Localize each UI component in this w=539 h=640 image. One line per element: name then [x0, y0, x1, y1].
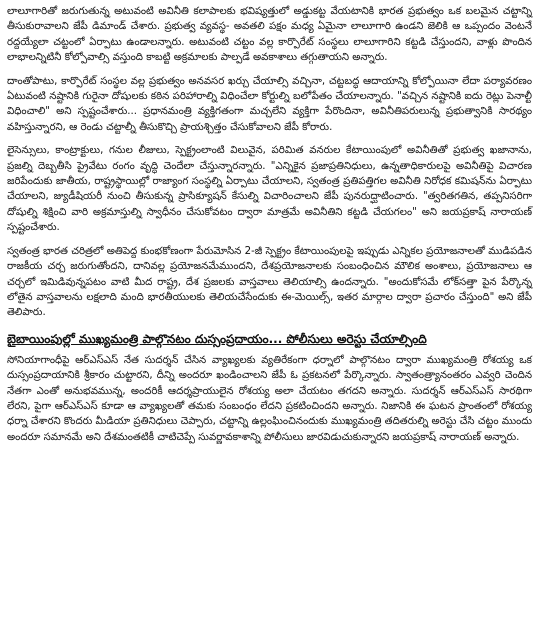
article-paragraph-4: స్వతంత్ర భారత చరిత్రలో అతిపెద్ద కుంభకోణంగా పేరుమోసిన 2-జీ స్పెక్ట్రం కేటాయింపులపై ఇప్పుడు ఎన్నికల ప్రయోజనాలతో ముడిపడిన రాజకీయ చర్చ జరుగుతోందని, దానివల్ల ప్రయోజనమేముందని, దేశప్రయోజనాలకు సంబంధించిన మౌలిక అంశాలు, ప్రయోజనాలు ఆ చర్చలో ఇమిడివున్నపటం వాటి మీద రాష్ట్ర, దేశ ప్రజలకు వాస్తవాలు తెలియాల్సి ఉందన్నారు. "అందుకోసమే లోక్‌సత్తా పైన పేర్కొన్న లోతైన వాస్తవాలను లక్షలాది మంది భారతీయులకు తెలియచేసేందుకు ఈ-మెయిల్స్, ఇతర మార్గాల ద్వారా ప్రచారం చేస్తుంది" అని జేపీ తెలిపారు. [7, 245, 532, 319]
article-paragraph-2: దాంతోపాటు, కార్పొరేట్ సంస్థల వల్ల ప్రభుత్వం అనవసర ఖర్చు చేయాల్సి వచ్చినా, చట్టబద్ధ ఆదాయాన్ని కోల్పోయినా లేదా పర్యావరణం ఏటువంటి నష్టానికి గురైనా దోషులకు కఠిన పరిహారాల్ని విధించేలా కోర్టుల్ని బలోపేతం చేయాలన్నారు. "వచ్చిన నష్టానికి ఐదు రెట్లు పెనాల్టీ విధించాలి" అని స్పష్టంచేశారు... ప్రధానమంత్రి వ్యక్తిగతంగా మచ్చలేని వ్యక్తిగా పేరొందినా, అవినీతిపరులున్న ప్రభుత్వానికి సారథ్యం వహిస్తున్నారని, ఆ రెండు చట్టాల్నీ తీసుకొచ్చి ప్రాయశ్చిత్తం చేసుకోవాలని జేపీ కోరారు. [7, 75, 532, 133]
article-paragraph-5: సోనియాగాంధీపై ఆర్ఎస్ఎస్ నేత సుదర్శన్ చేసిన వ్యాఖ్యలకు వ్యతిరేకంగా ధర్నాలో పాల్గొనటం ద్వారా ముఖ్యమంత్రి రోశయ్య ఒక దుస్సంప్రదాయానికి శ్రీకారం చుట్టారని, దీన్ని అందరూ ఖండించాలని జేపీ ఓ ప్రకటనలో పేర్కొన్నారు. స్వాతంత్ర్యానంతరం ఎవ్వరి చెందిన నేతగా ఎంతో అనుభవమున్న, అందరికీ ఆదర్శప్రాయులైన రోశయ్య అలా చేయటం తగదని అన్నారు. సుదర్శన్ ఆర్ఎస్ఎస్ సారథిగా లేరని, పైగా ఆర్ఎస్ఎస్ కూడా ఆ వ్యాఖ్యలతో తమకు సంబంధం లేదని ప్రకటించిందని అన్నారు. నిజానికి ఈ ఘటన ప్రాంతంలో రోశయ్య ధర్నా చేశారని కొందరు మీడియా ప్రతినిధులు చెప్పారు, చట్టాన్ని ఉల్లంఘించినందుకు ముఖ్యమంత్రి తదితరుల్ని అరెస్టు చేసి చట్టం ముందు అందరూ సమానమే అని దేశమంతటికీ చాటిచెప్పే సువర్ణావకాశాన్ని పోలీసులు జారవిడుచుకున్నారని జయప్రకాష్ నారాయణ్ అన్నారు. [7, 354, 532, 443]
section-heading: బైబాయింపుల్లో ముఖ్యమంత్రి పాల్గొనటం దుస్సంప్రదాయం... పోలీసులు అరెస్టు చేయాల్సింది [7, 331, 427, 346]
article-paragraph-1: లాలూగారితో జరుగుతున్న అటువంటి అవినీతి కలాపాలకు భవిష్యత్తులో అడ్డుకట్ట వేయటానికి భారత ప్రభుత్వం ఒక బలమైన చట్టాన్ని తీసుకురావాలని జేపీ డిమాండ్ చేశారు. ప్రభుత్వ వ్యవస్థ- అవతలి పక్షం మధ్య ఏమైనా లాలూగారి ఉండని జెలికి ఆ ఒప్పందం వెంటనే రద్దయ్యేలా చట్టంలో ఏర్పాటు ఉండాలన్నారు. అటువంటి చట్టం వల్ల కార్పొరేట్ సంస్థలు లాలూగారిని కట్టడి చేస్తుందని, వాళ్లు పొందిన లాభాలన్నిటినీ కోల్పోవాల్సి వస్తుంది కాబట్టి అక్రమాలకు పాల్పడే అవకాశాలు తగ్గుతాయని అన్నారు. [7, 6, 532, 64]
article-page [7, 4, 532, 453]
article-paragraph-3: లైసెన్సులు, కాంట్రాక్టులు, గనుల లీజులు, స్పెక్ట్రంలాంటి విలువైన, పరిమిత వనరుల కేటాయింపులో అవినీతితో ప్రభుత్వ ఖజానాను, ప్రజల్ని దెబ్బతీసి ప్రైవేటు రంగం వృద్ధి చెందేలా చేస్తున్నారన్నారు. "ఎన్నికైన ప్రజాప్రతినిధులు, ఉన్నతాధికారులపై అవినీతిపై విచారణ జరిపేందుకు జాతీయ, రాష్ట్రస్థాయిల్లో రాజ్యాంగ సంస్థల్ని ఏర్పాటు చేయాలని, స్వతంత్ర ప్రతిపత్తిగల అవినీతి నిరోధక కమిషన్‌ను ఏర్పాటు చేయాలని, జ్యుడీషియరీ నుంచి తీసుకున్న ప్రాసిక్యూషన్ కేసుల్ని విచారించాలని జేపీ పునరుద్ఘాటించారు. "త్వరితగతిన, తప్పనిసరిగా దోషుల్ని శిక్షించి వారి అక్రమాస్తుల్ని స్వాధీనం చేసుకోవటం ద్వారా మాత్రమే అవినీతిని కట్టడి చేయగలం" అని జయప్రకాష్ నారాయణ్ స్పష్టంచేశారు. [7, 145, 532, 234]
